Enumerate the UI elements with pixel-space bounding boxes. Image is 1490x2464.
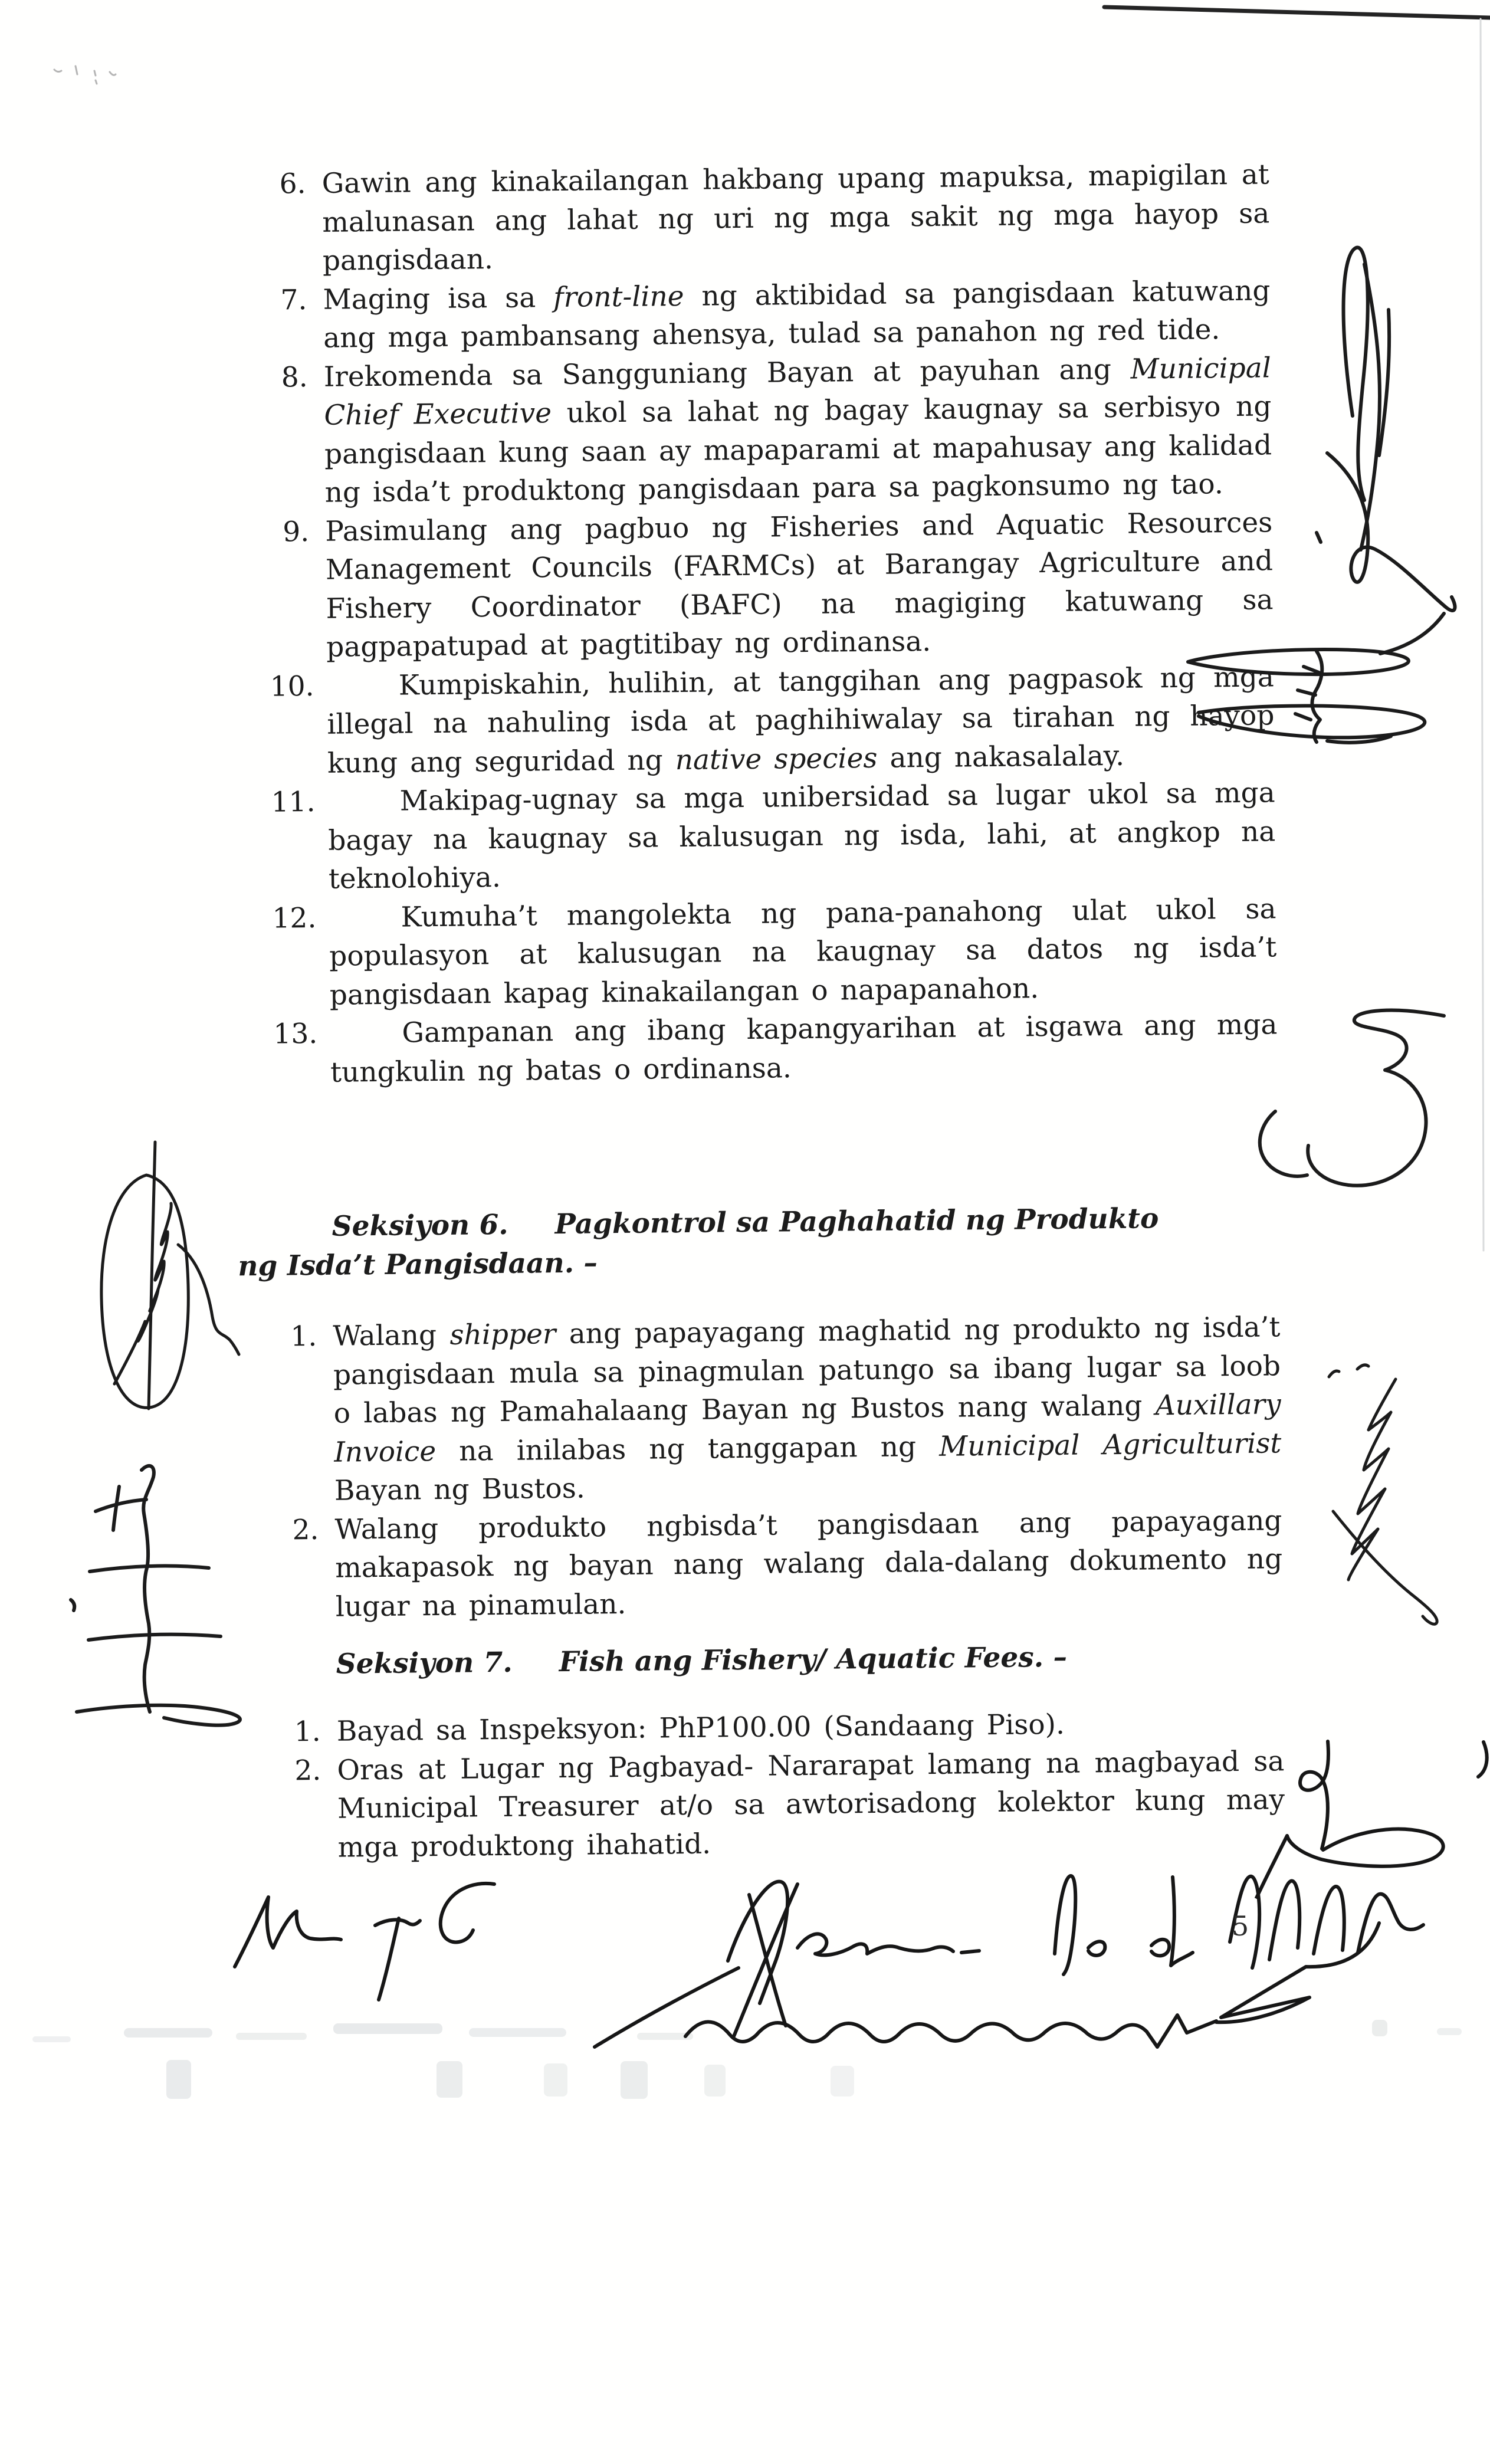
item-number: 7.	[280, 283, 307, 316]
item-text: Gawin ang kinakailangan hakbang upang mapuksa, mapigilan at malunasan ang lahat ng uri ng mga sakit ng mga hayop sa pangisdaan.	[321, 158, 1270, 277]
right-margin-spiral-signature	[1260, 1010, 1444, 1186]
item-text: Bayad sa Inspeksyon: PhP100.00 (Sandaang Piso).	[336, 1708, 1065, 1748]
item-number: 11.	[271, 785, 316, 819]
item-number: 2.	[294, 1754, 321, 1787]
item-text: Kumpiskahin, hulihin, at tanggihan ang pagpasok ng mga illegal na nahuling isda at paghihiwalay sa tirahan ng hayop kung ang seguridad ng native species ang nakasalalay.	[327, 660, 1275, 780]
item-number: 12.	[272, 901, 317, 935]
right-edge-line	[1481, 19, 1484, 1251]
bottom-left-initials-signature	[235, 1884, 494, 2000]
section7-title: Fish ang Fishery/ Aquatic Fees. –	[559, 1641, 1068, 1679]
section7-label: Seksiyon 7.	[336, 1646, 513, 1681]
item-number: 13.	[273, 1017, 318, 1051]
item-text: Makipag-ugnay sa mga unibersidad sa lugar ukol sa mga bagay na kaugnay sa kalusugan ng isda, lahi, at angkop na teknolohiya.	[328, 776, 1276, 895]
item-text: Walang shipper ang papayagang maghatid ng produkto ng isda’t pangisdaan mula sa pinagmulan patungo sa ibang lugar sa loob o labas ng Pamahalaang Bayan ng Bustos nang walang Auxillary Invoice na inilabas ng tanggapan ng Municipal Agriculturist Bayan ng Bustos.	[333, 1311, 1282, 1507]
item-text: Oras at Lugar ng Pagbayad- Nararapat lamang na magbayad sa Municipal Treasurer at/o sa awtorisadong kolektor kung may mga produktong ihahatid.	[337, 1744, 1285, 1864]
left-margin-zigzag-signature	[71, 1466, 240, 1725]
left-margin-oval-signature	[101, 1142, 239, 1409]
item-number: 2.	[292, 1513, 319, 1546]
item-number: 1.	[294, 1715, 321, 1748]
item-number: 1.	[290, 1320, 317, 1353]
item-number: 9.	[283, 515, 310, 548]
section6-label: Seksiyon 6.	[332, 1208, 508, 1243]
right-margin-hatch-signature	[1329, 1365, 1437, 1624]
item-text: Maging isa sa front-line ng aktibidad sa pangisdaan katuwang ang mga pambansang ahensya, tulad sa panahon ng red tide.	[323, 274, 1271, 355]
agriculture-line-bowtie-signature	[1188, 613, 1444, 743]
item-text: Pasimulang ang pagbuo ng Fisheries and Aquatic Resources Management Councils (FARMCs) at Barangay Agriculture and Fishery Coordinator (BAFC) na magiging katuwang sa pagpapatupad at pagtitibay ng ordinansa.	[325, 506, 1274, 664]
section6-heading-line2: ng Isda’t Pangisdaan. –	[238, 1246, 598, 1282]
section6-title: Pagkontrol sa Paghahatid ng Produkto	[554, 1202, 1159, 1241]
item-text: Gampanan ang ibang kapangyarihan at isgawa ang mga tungkulin ng batas o ordinansa.	[330, 1008, 1278, 1089]
item-text: Kumuha’t mangolekta ng pana-panahong ulat ukol sa populasyon at kalusugan na kaugnay sa datos ng isda’t pangisdaan kapag kinakailangan o napapanahon.	[329, 892, 1277, 1012]
item-number: 8.	[281, 360, 308, 393]
page-number: 5	[1232, 1910, 1249, 1942]
right-margin-tall-signature	[1317, 248, 1455, 611]
item-number: 6.	[279, 168, 306, 201]
item-text: Irekomenda sa Sangguniang Bayan at payuhan ang Municipal Chief Executive ukol sa lahat ng bagay kaugnay sa serbisyo ng pangisdaan kung saan ay mapaparami at mapahusay ang kalidad ng isda’t produktong pangisdaan para sa pagkonsumo ng tao.	[323, 351, 1272, 509]
top-edge-line	[1104, 7, 1490, 18]
item-text: Walang produkto ngbisda’t pangisdaan ang papayagang makapasok ng bayan nang walang dala-dalang dokumento ng lugar na pinamulan.	[334, 1504, 1283, 1623]
item-number: 10.	[270, 670, 314, 703]
bottom-center-full-signature	[595, 1741, 1487, 2047]
top-left-specks	[54, 66, 116, 84]
